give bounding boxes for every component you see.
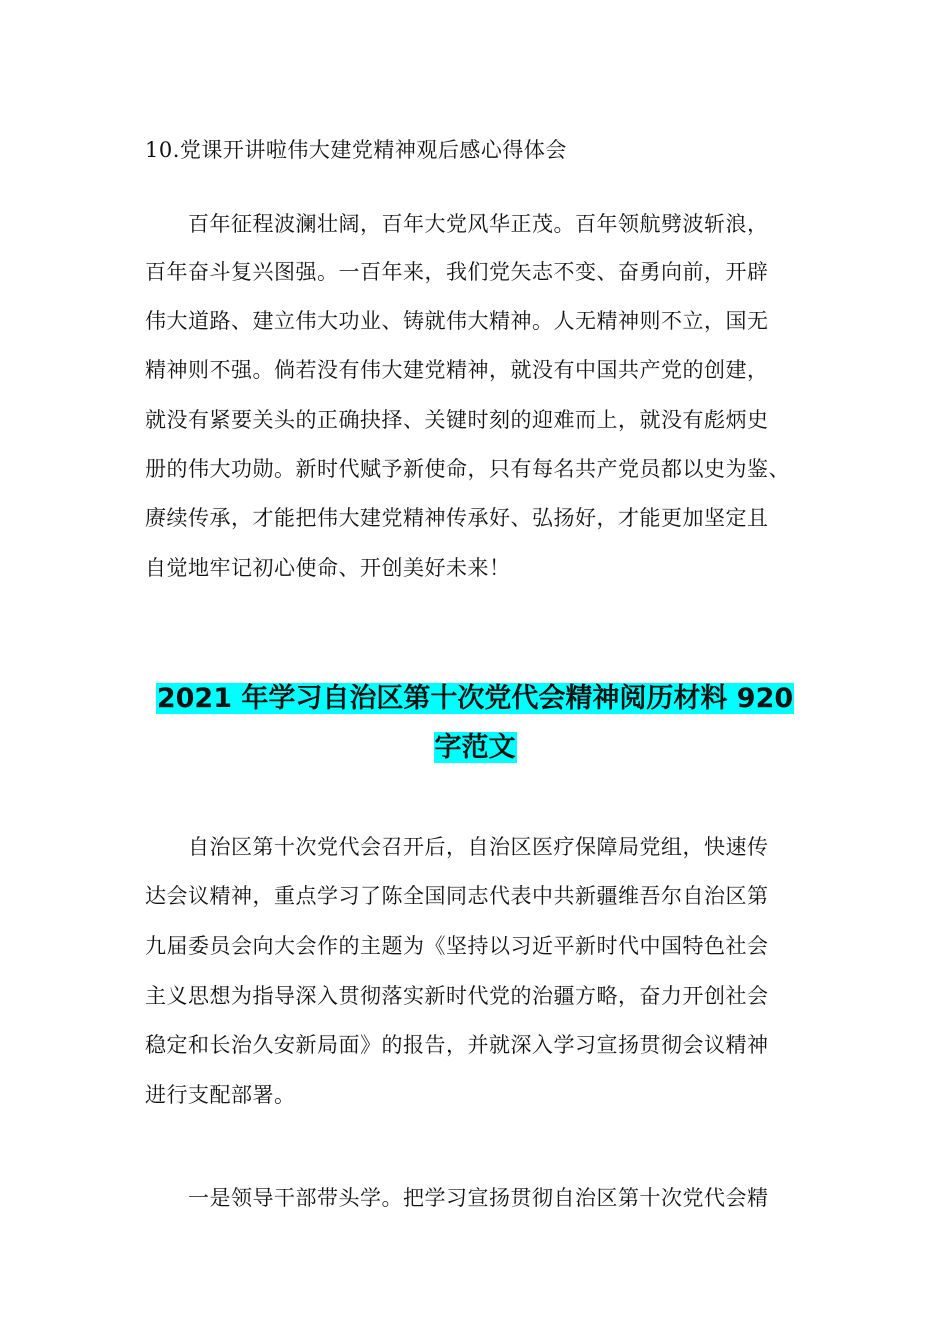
section-heading-text-2: 字范文 — [434, 732, 516, 763]
paragraph-1-line-3: 伟大道路、建立伟大功业、铸就伟大精神。人无精神则不立，国无 — [145, 309, 769, 333]
paragraph-2-line-4: 主义思想为指导深入贯彻落实新时代党的治疆方略，奋力开创社会 — [145, 984, 769, 1008]
paragraph-2-line-1: 自治区第十次党代会召开后，自治区医疗保障局党组，快速传 — [145, 835, 769, 859]
section-heading-text-1: 2021 年学习自治区第十次党代会精神阅历材料 920 — [156, 683, 794, 714]
paragraph-1-line-2: 百年奋斗复兴图强。一百年来，我们党矢志不变、奋勇向前，开辟 — [145, 260, 769, 284]
item-title: 10.党课开讲啦伟大建党精神观后感心得体会 — [145, 138, 567, 162]
paragraph-1-line-4: 精神则不强。倘若没有伟大建党精神，就没有中国共产党的创建， — [145, 358, 769, 382]
paragraph-1-line-7: 赓续传承，才能把伟大建党精神传承好、弘扬好，才能更加坚定且 — [145, 506, 769, 530]
paragraph-1-line-1: 百年征程波澜壮阔，百年大党风华正茂。百年领航劈波斩浪， — [145, 212, 769, 236]
paragraph-1-line-6: 册的伟大功勋。新时代赋予新使命，只有每名共产党员都以史为鉴、 — [145, 457, 790, 481]
paragraph-1-line-8: 自觉地牢记初心使命、开创美好未来！ — [145, 556, 511, 580]
paragraph-3-line-1: 一是领导干部带头学。把学习宣扬贯彻自治区第十次党代会精 — [145, 1186, 769, 1210]
paragraph-1-line-5: 就没有紧要关头的正确抉择、关键时刻的迎难而上，就没有彪炳史 — [145, 408, 769, 432]
paragraph-2-line-3: 九届委员会向大会作的主题为《坚持以习近平新时代中国特色社会 — [145, 934, 769, 958]
paragraph-2-line-6: 进行支配部署。 — [145, 1083, 296, 1107]
section-heading-line-1 — [0, 681, 950, 717]
section-heading-line-2 — [0, 730, 950, 766]
paragraph-2-line-5: 稳定和长治久安新局面》的报告，并就深入学习宣扬贯彻会议精神 — [145, 1033, 769, 1057]
paragraph-2-line-2: 达会议精神，重点学习了陈全国同志代表中共新疆维吾尔自治区第 — [145, 884, 769, 908]
